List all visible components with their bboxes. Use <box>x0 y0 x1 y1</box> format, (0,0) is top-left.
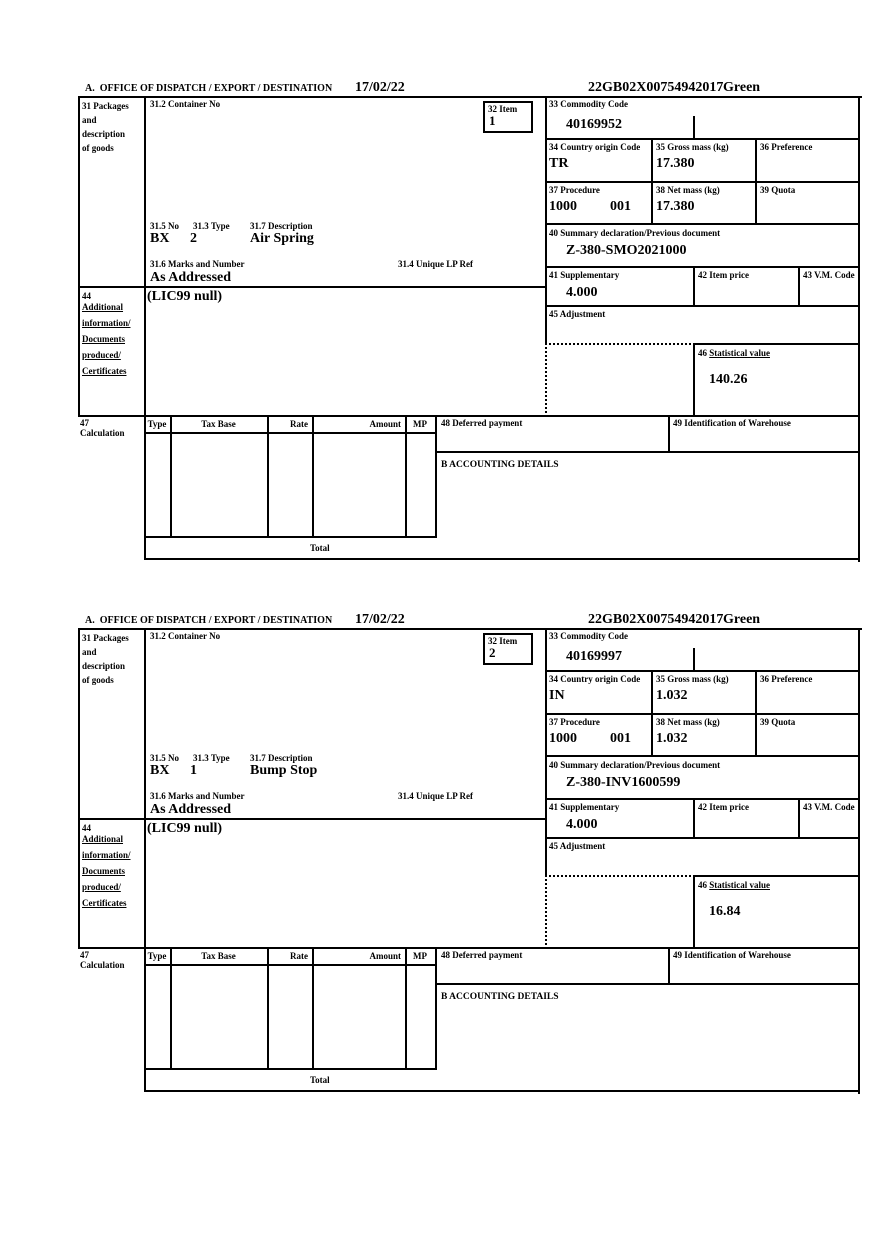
item-number-box <box>483 633 533 665</box>
statistical-value-label-number: 46 <box>698 348 710 358</box>
column-header-amount: Amount <box>369 419 401 429</box>
border-line <box>798 798 800 839</box>
statistical-value-label <box>698 348 770 358</box>
border-line <box>545 755 860 757</box>
procedure-value: 1000 <box>549 731 577 746</box>
box44-label: Documents <box>82 334 125 344</box>
calculation-label: 47 <box>80 418 89 428</box>
net-mass-label: 38 Net mass (kg) <box>656 185 720 195</box>
marks-number-value: As Addressed <box>150 270 232 285</box>
supplementary-value: 4.000 <box>566 285 598 300</box>
deferred-payment-label: 48 Deferred payment <box>441 418 523 428</box>
border-line <box>144 628 146 1092</box>
dispatch-date-value: 17/02/22 <box>355 80 405 95</box>
border-line <box>144 96 146 560</box>
border-line <box>668 947 670 985</box>
unique-lp-ref-label: 31.4 Unique LP Ref <box>398 791 474 801</box>
box44-label: information/ <box>82 318 131 328</box>
warehouse-id-label: 49 Identification of Warehouse <box>673 950 791 960</box>
supplementary-value: 4.000 <box>566 817 598 832</box>
border-line <box>693 343 695 417</box>
column-header-tax-base: Tax Base <box>201 951 236 961</box>
border-line <box>78 628 862 630</box>
adjustment-label: 45 Adjustment <box>549 841 606 851</box>
procedure-extra-value: 001 <box>610 731 631 746</box>
box31-label: 31 Packages <box>82 633 129 643</box>
border-line <box>693 343 860 345</box>
column-header-rate: Rate <box>290 419 308 429</box>
box44-label: produced/ <box>82 882 121 892</box>
package-type-value: 2 <box>190 231 197 246</box>
column-header-type: Type <box>147 951 167 961</box>
column-header-rate: Rate <box>290 951 308 961</box>
box44-label: 44 <box>82 823 91 833</box>
country-origin-value: IN <box>549 688 565 703</box>
quota-label: 39 Quota <box>760 185 796 195</box>
previous-document-label: 40 Summary declaration/Previous document <box>549 228 721 238</box>
routing-status-value: Green <box>723 612 761 627</box>
country-origin-label: 34 Country origin Code <box>549 674 641 684</box>
preference-label: 36 Preference <box>760 142 813 152</box>
column-header-mp: MP <box>413 419 427 429</box>
calculation-label: Calculation <box>80 960 125 970</box>
package-no-label: 31.5 No <box>150 221 179 231</box>
box44-label: information/ <box>82 850 131 860</box>
column-header-tax-base: Tax Base <box>201 419 236 429</box>
border-line <box>858 628 860 1094</box>
package-no-label: 31.5 No <box>150 753 179 763</box>
border-line <box>545 837 860 839</box>
box31-label: and <box>82 647 97 657</box>
box44-label: 44 <box>82 291 91 301</box>
procedure-label: 37 Procedure <box>549 717 600 727</box>
quota-label: 39 Quota <box>760 717 796 727</box>
deferred-payment-label: 48 Deferred payment <box>441 950 523 960</box>
border-line <box>78 96 80 417</box>
gross-mass-value: 17.380 <box>656 156 695 171</box>
border-line <box>545 138 860 140</box>
item-price-label: 42 Item price <box>698 270 749 280</box>
border-line <box>755 670 757 757</box>
border-line <box>651 138 653 225</box>
previous-document-label: 40 Summary declaration/Previous document <box>549 760 721 770</box>
adjustment-label: 45 Adjustment <box>549 309 606 319</box>
gross-mass-label: 35 Gross mass (kg) <box>656 674 729 684</box>
box44-label: produced/ <box>82 350 121 360</box>
routing-status-value: Green <box>723 80 761 95</box>
dispatch-date-value: 17/02/22 <box>355 612 405 627</box>
description-value: Air Spring <box>250 231 314 246</box>
box31-label: description <box>82 129 126 139</box>
box44-label: Documents <box>82 866 125 876</box>
border-line <box>545 670 860 672</box>
item-number-label: 32 Item <box>488 104 518 114</box>
border-line <box>144 558 860 560</box>
item-number-value: 1 <box>489 113 496 128</box>
statistical-value-label <box>698 880 770 890</box>
item-number-box <box>483 101 533 133</box>
previous-document-value: Z-380-INV1600599 <box>566 775 681 790</box>
commodity-code-label: 33 Commodity Code <box>549 631 628 641</box>
calculation-label: 47 <box>80 950 89 960</box>
border-line <box>858 96 860 562</box>
box31-label: description <box>82 661 126 671</box>
previous-document-value: Z-380-SMO2021000 <box>566 243 687 258</box>
border-line <box>144 1068 437 1070</box>
border-line <box>545 181 860 183</box>
commodity-code-value: 40169952 <box>566 117 622 132</box>
additional-info-value: (LIC99 null) <box>147 821 223 836</box>
container-no-label: 31.2 Container No <box>150 631 221 641</box>
border-line <box>755 138 757 225</box>
marks-number-value: As Addressed <box>150 802 232 817</box>
procedure-value: 1000 <box>549 199 577 214</box>
commodity-code-label: 33 Commodity Code <box>549 99 628 109</box>
border-line <box>693 798 695 839</box>
accounting-details-label: B ACCOUNTING DETAILS <box>441 992 559 1002</box>
movement-reference-value: 22GB02X00754942017 <box>588 612 724 627</box>
border-line <box>545 96 547 345</box>
preference-label: 36 Preference <box>760 674 813 684</box>
package-type-label: 31.3 Type <box>193 221 230 231</box>
package-type-value: 1 <box>190 763 197 778</box>
border-line <box>78 286 547 288</box>
net-mass-value: 1.032 <box>656 731 688 746</box>
marks-number-label: 31.6 Marks and Number <box>150 791 245 801</box>
border-line <box>693 875 860 877</box>
border-line <box>144 536 437 538</box>
border-line <box>545 798 860 800</box>
item-price-label: 42 Item price <box>698 802 749 812</box>
border-line <box>144 432 437 434</box>
package-no-value: BX <box>150 231 170 246</box>
warehouse-id-label: 49 Identification of Warehouse <box>673 418 791 428</box>
border-line <box>78 818 547 820</box>
movement-reference-value: 22GB02X00754942017 <box>588 80 724 95</box>
unique-lp-ref-label: 31.4 Unique LP Ref <box>398 259 474 269</box>
commodity-code-separator-line <box>693 116 695 140</box>
package-no-value: BX <box>150 763 170 778</box>
commodity-code-value: 40169997 <box>566 649 622 664</box>
net-mass-value: 17.380 <box>656 199 695 214</box>
statistical-value-label-number: 46 <box>698 880 710 890</box>
item-number-value: 2 <box>489 645 496 660</box>
box31-label: 31 Packages <box>82 101 129 111</box>
item-number-label: 32 Item <box>488 636 518 646</box>
box44-label: Certificates <box>82 898 127 908</box>
vm-code-label: 43 V.M. Code <box>803 802 855 812</box>
marks-number-label: 31.6 Marks and Number <box>150 259 245 269</box>
description-value: Bump Stop <box>250 763 318 778</box>
border-line <box>668 415 670 453</box>
container-no-label: 31.2 Container No <box>150 99 221 109</box>
column-header-mp: MP <box>413 951 427 961</box>
package-type-label: 31.3 Type <box>193 753 230 763</box>
column-header-type: Type <box>147 419 167 429</box>
description-label: 31.7 Description <box>250 221 313 231</box>
dotted-divider-line <box>545 343 695 345</box>
border-line <box>545 305 860 307</box>
dotted-divider-line <box>545 343 547 417</box>
border-line <box>798 266 800 307</box>
vm-code-label: 43 V.M. Code <box>803 270 855 280</box>
calculation-label: Calculation <box>80 428 125 438</box>
border-line <box>144 964 437 966</box>
gross-mass-label: 35 Gross mass (kg) <box>656 142 729 152</box>
column-header-amount: Amount <box>369 951 401 961</box>
box31-label: and <box>82 115 97 125</box>
dotted-divider-line <box>545 875 547 949</box>
gross-mass-value: 1.032 <box>656 688 688 703</box>
statistical-value-value: 140.26 <box>709 372 748 387</box>
procedure-label: 37 Procedure <box>549 185 600 195</box>
country-origin-value: TR <box>549 156 569 171</box>
dotted-divider-line <box>545 875 695 877</box>
border-line <box>545 223 860 225</box>
border-line <box>144 1090 860 1092</box>
net-mass-label: 38 Net mass (kg) <box>656 717 720 727</box>
border-line <box>545 266 860 268</box>
procedure-extra-value: 001 <box>610 199 631 214</box>
additional-info-value: (LIC99 null) <box>147 289 223 304</box>
description-label: 31.7 Description <box>250 753 313 763</box>
box44-label: Additional <box>82 302 124 312</box>
border-line <box>78 947 860 949</box>
statistical-value-label-text: Statistical value <box>709 348 770 358</box>
border-line <box>545 713 860 715</box>
box31-label: of goods <box>82 143 114 153</box>
statistical-value-label-text: Statistical value <box>709 880 770 890</box>
border-line <box>435 983 860 985</box>
border-line <box>651 670 653 757</box>
country-origin-label: 34 Country origin Code <box>549 142 641 152</box>
office-of-dispatch-label: A. OFFICE OF DISPATCH / EXPORT / DESTINATION <box>85 615 333 626</box>
box44-label: Additional <box>82 834 124 844</box>
accounting-details-label: B ACCOUNTING DETAILS <box>441 460 559 470</box>
border-line <box>78 415 860 417</box>
supplementary-label: 41 Supplementary <box>549 802 620 812</box>
office-of-dispatch-label: A. OFFICE OF DISPATCH / EXPORT / DESTINATION <box>85 83 333 94</box>
declaration-item-section <box>0 612 882 1094</box>
border-line <box>693 875 695 949</box>
supplementary-label: 41 Supplementary <box>549 270 620 280</box>
total-label: Total <box>310 543 330 553</box>
border-line <box>545 628 547 877</box>
commodity-code-separator-line <box>693 648 695 672</box>
box31-label: of goods <box>82 675 114 685</box>
declaration-item-section <box>0 80 882 562</box>
border-line <box>78 96 862 98</box>
border-line <box>435 451 860 453</box>
border-line <box>693 266 695 307</box>
border-line <box>78 628 80 949</box>
total-label: Total <box>310 1075 330 1085</box>
box44-label: Certificates <box>82 366 127 376</box>
statistical-value-value: 16.84 <box>709 904 741 919</box>
